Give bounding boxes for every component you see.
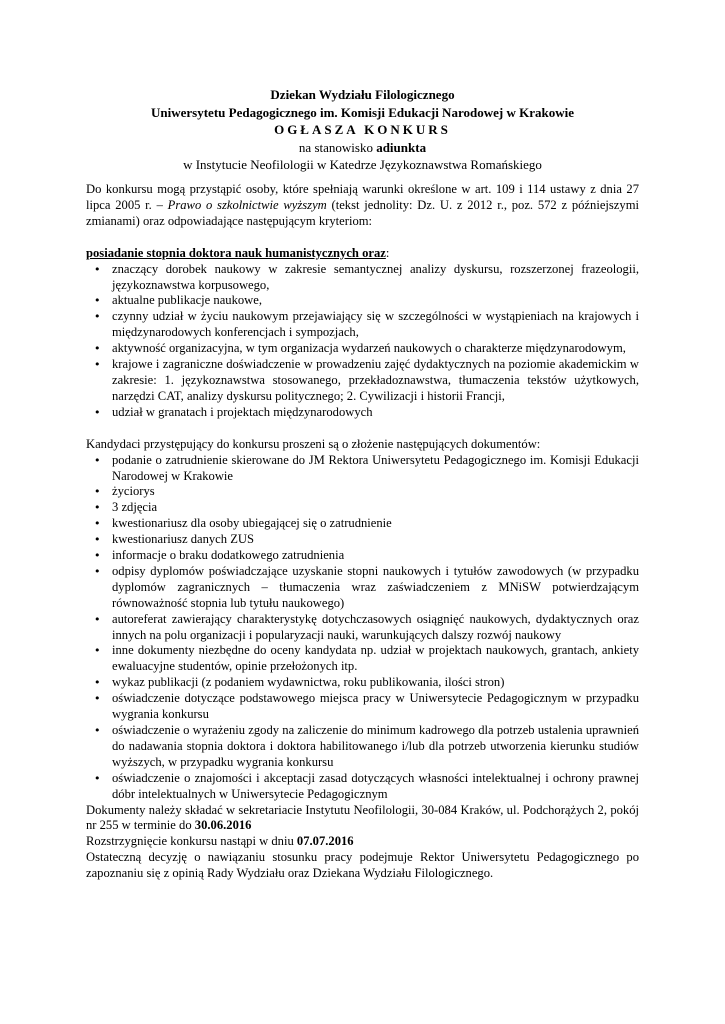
list-item: • życiorys: [86, 484, 639, 500]
documents-intro: Kandydaci przystępujący do konkursu proszeni są o złożenie następujących dokumentów:: [86, 436, 541, 451]
resolution-paragraph: [86, 834, 639, 850]
list-item: • informacje o braku dodatkowego zatrudnienia: [86, 548, 639, 564]
list-item: • znaczący dorobek naukowy w zakresie semantycznej analizy dyskursu, rozszerzonej frazeologii, językoznawstwa korpusowego,: [86, 262, 639, 294]
list-item: • czynny udział w życiu naukowym przejawiający się w szczególności w wystąpieniach na krajowych i międzynarodowych konferencjach i sympozjach,: [86, 309, 639, 341]
final-paragraph: Ostateczną decyzję o nawiązaniu stosunku pracy podejmuje Rektor Uniwersytetu Pedagogicznego po zapoznaniu się z opinią Rady Wydziału oraz Dziekana Wydziału Filologicznego.: [86, 850, 639, 881]
list-item: • kwestionariusz danych ZUS: [86, 532, 639, 548]
position-prefix: na stanowisko: [298, 139, 377, 155]
resolution-date: 07.07.2016: [296, 834, 354, 849]
criteria-list: [86, 262, 639, 421]
intro-text-1: Do konkursu mogą przystąpić osoby, które spełniają warunki określone w art. 109 i 114 ustawy z dnia 27 lipca 2005 r. –: [86, 182, 639, 212]
list-item: • oświadczenie o znajomości i akceptacji zasad dotyczących własności intelektualnej i ochrony prawnej dóbr intelektualnych w Uniwersytecie Pedagogicznym: [86, 771, 639, 803]
list-item: • 3 zdjęcia: [86, 500, 639, 516]
list-item: • aktywność organizacyjna, w tym organizacja wydarzeń naukowych o charakterze międzynarodowym,: [86, 341, 639, 357]
list-item: • oświadczenie dotyczące podstawowego miejsca pracy w Uniwersytecie Pedagogicznym w przypadku wygrania konkursu: [86, 691, 639, 723]
documents-list: [86, 453, 639, 803]
list-item: • kwestionariusz dla osoby ubiegającej się o zatrudnienie: [86, 516, 639, 532]
institute-line: w Instytucie Neofilologii w Katedrze Językoznawstwa Romańskiego: [183, 157, 542, 172]
list-item: • autoreferat zawierający charakterystykę dotychczasowych osiągnięć naukowych, dydaktycznych oraz innych na polu organizacji i popularyzacji nauki, warunkujących dalszy rozwój naukowy: [86, 612, 639, 644]
submission-deadline: 30.06.2016: [194, 818, 252, 833]
position-line: [0, 139, 725, 157]
announcement-title: OGŁASZA KONKURS: [274, 122, 451, 137]
dean-title: Dziekan Wydziału Filologicznego: [270, 87, 455, 102]
document-body: [86, 182, 639, 882]
list-item: • wykaz publikacji (z podaniem wydawnictwa, roku publikowania, ilości stron): [86, 675, 639, 691]
position-name: adiunkta: [376, 139, 427, 155]
intro-text-2: (tekst jednolity: Dz. U. z 2012 r., poz. 572 z późniejszymi zmianami) oraz odpowiadające następującym kryteriom:: [86, 197, 639, 228]
list-item: • krajowe i zagraniczne doświadczenie w prowadzeniu zajęć dydaktycznych na poziomie akademickim w zakresie: 1. językoznawstwa stosowanego, przekładoznawstwa, tłumaczenia tekstów użytkowych, narzędzi CAT, analizy dyskursu politycznego; 2. Cywilizacji i historii Francji,: [86, 357, 639, 405]
submission-text: Dokumenty należy składać w sekretariacie Instytutu Neofilologii, 30-084 Kraków, ul. Podchorążych 2, pokój nr 255 w terminie do: [86, 802, 639, 833]
list-item: • udział w granatach i projektach międzynarodowych: [86, 405, 639, 421]
intro-italic: Prawo o szkolnictwie wyższym: [167, 197, 327, 212]
list-item: • oświadczenie o wyrażeniu zgody na zaliczenie do minimum kadrowego dla potrzeb ustalenia uprawnień do nadawania stopnia doktora i doktora habilitowanego i/lub dla potrzeb utworzenia kierunku studiów wyższych, w przypadku wygrania konkursu: [86, 723, 639, 771]
list-item: • aktualne publikacje naukowe,: [86, 293, 639, 309]
criteria-heading: posiadanie stopnia doktora nauk humanistycznych oraz: [86, 245, 386, 260]
spacer: [86, 230, 639, 246]
university-name: Uniwersytetu Pedagogicznego im. Komisji Edukacji Narodowej w Krakowie: [151, 104, 574, 120]
list-item: • inne dokumenty niezbędne do oceny kandydata np. udział w projektach naukowych, grantach, ankiety ewaluacyjne studentów, opinie przełożonych itp.: [86, 643, 639, 675]
criteria-heading-colon: :: [385, 245, 390, 260]
announcement-header: [0, 86, 725, 174]
list-item: • podanie o zatrudnienie skierowane do JM Rektora Uniwersytetu Pedagogicznego im. Komisji Edukacji Narodowej w Krakowie: [86, 453, 639, 485]
spacer: [86, 421, 639, 437]
submission-paragraph: [86, 803, 639, 835]
criteria-heading-line: [86, 246, 639, 262]
resolution-text: Rozstrzygnięcie konkursu nastąpi w dniu: [86, 834, 297, 849]
list-item: • odpisy dyplomów poświadczające uzyskanie stopni naukowych i tytułów zawodowych (w przypadku dyplomów zagranicznych – tłumaczenia wraz zaświadczeniem z MNiSW potwierdzającym równoważność stopnia lub tytułu naukowego): [86, 564, 639, 612]
intro-paragraph: [86, 182, 639, 230]
